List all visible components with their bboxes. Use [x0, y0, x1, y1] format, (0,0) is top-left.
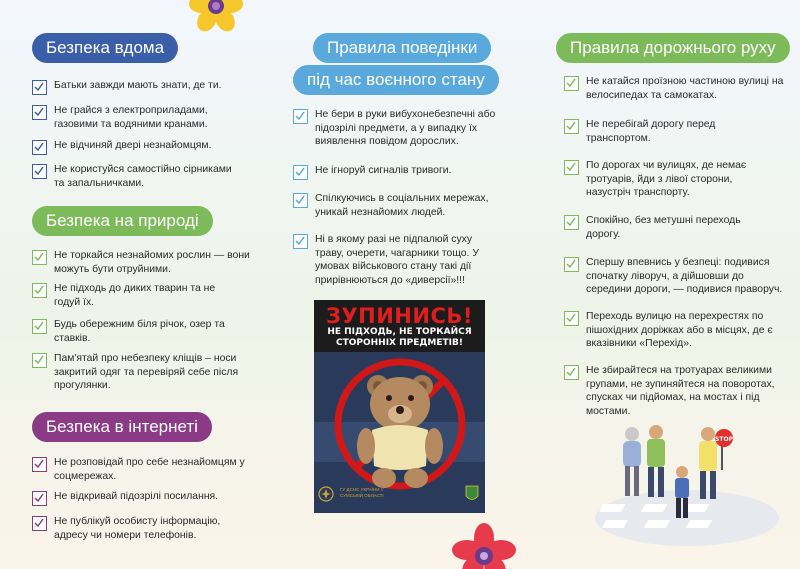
crosswalk-illustration	[592, 420, 782, 550]
checkbox-icon	[564, 215, 579, 230]
checkbox-icon	[564, 76, 579, 91]
nature-item	[32, 352, 268, 393]
internet-safety-title: Безпека в інтернеті	[32, 412, 212, 442]
road-item-text: Спершу впевнись у безпеці: подивися спочатку ліворуч, а дійшовши до середини дороги, — подивися праворуч.	[586, 257, 783, 295]
road-item	[564, 256, 790, 297]
road-item-text: Переходь вулицю на перехрестях по пішохідних доріжках або в місцях, де є вказівники «Перехід».	[586, 311, 773, 349]
poster-footer: ГУ ДСНС УКРАЇНИ У СУМСЬКІЙ ОБЛАСТІ	[340, 487, 384, 498]
checkbox-icon	[564, 311, 579, 326]
checkbox-icon	[564, 257, 579, 272]
internet-item-text: Не публікуй особисту інформацію, адресу чи номери телефонів.	[54, 516, 221, 541]
war-item-text: Спілкуючись в соціальних мережах, уникай незнайомих людей.	[315, 193, 489, 218]
stop-sign-text: STOP	[715, 436, 733, 443]
internet-item	[32, 456, 262, 483]
war-item-text: Не ігноруй сигналів тривоги.	[315, 165, 452, 176]
internet-item-text: Не відкривай підозрілі посилання.	[54, 491, 219, 502]
checkbox-icon	[32, 250, 47, 265]
checkbox-icon	[32, 491, 47, 506]
checkbox-icon	[564, 365, 579, 380]
nature-item	[32, 249, 254, 276]
checkbox-icon	[293, 165, 308, 180]
road-item	[564, 310, 779, 351]
checkbox-icon	[32, 80, 47, 95]
road-item-text: Не збирайтеся на тротуарах великими групами, не зупиняйтеся на поворотах, спусках чи підйомах, на мостах і під мостами.	[586, 365, 775, 417]
checkbox-icon	[32, 457, 47, 472]
checkbox-icon	[564, 119, 579, 134]
checkbox-icon	[293, 193, 308, 208]
nature-safety-title: Безпека на природі	[32, 206, 213, 236]
checkbox-icon	[293, 109, 308, 124]
nature-item-text: Будь обережним біля річок, озер та ставків.	[54, 319, 225, 344]
road-rules-title: Правила дорожнього руху	[556, 33, 790, 63]
war-rules-title-line1: Правила поведінки	[313, 33, 491, 63]
flower-decoration-bottom	[446, 520, 522, 569]
road-item	[564, 75, 784, 102]
war-item	[293, 108, 503, 149]
road-item	[564, 159, 779, 200]
home-item-text: Не грайся з електроприладами, газовими та водяними кранами.	[54, 105, 208, 130]
war-rules-title-line2: під час воєнного стану	[293, 65, 499, 95]
home-item	[32, 104, 247, 131]
nature-item	[32, 318, 232, 345]
checkbox-icon	[564, 160, 579, 175]
war-item	[293, 164, 503, 180]
road-item	[564, 118, 739, 145]
checkbox-icon	[293, 234, 308, 249]
war-item-text: Не бери в руки вибухонебезпечні або підозрілі предмети, а у випадку їх виявлення повідом дорослих.	[315, 109, 496, 147]
home-item-text: Не відчиняй двері незнайомцям.	[54, 140, 212, 151]
home-item-text: Батьки завжди мають знати, де ти.	[54, 80, 222, 91]
poster-subline: НЕ ПІДХОДЬ, НЕ ТОРКАЙСЯ СТОРОННІХ ПРЕДМЕТІВ!	[327, 327, 472, 348]
home-item	[32, 139, 262, 155]
checkbox-icon	[32, 164, 47, 179]
war-item	[293, 233, 493, 287]
nature-item-text: Пам'ятай про небезпеку кліщів – носи закритий одяг та перевіряй себе після прогулянки.	[54, 353, 239, 391]
checkbox-icon	[32, 319, 47, 334]
road-item	[564, 214, 754, 241]
war-item-text: Ні в якому разі не підпалюй суху траву, очерети, чагарники тощо. У умовах військового стану такі дії прирівнюються до «диверсії»!!!	[315, 234, 479, 286]
road-item-text: Спокійно, без метушні переходь дорогу.	[586, 215, 741, 240]
home-item-text: Не користуйся самостійно сірниками та запальничками.	[54, 164, 232, 189]
checkbox-icon	[32, 105, 47, 120]
checkbox-icon	[32, 516, 47, 531]
internet-item-text: Не розповідай про себе незнайомцям у соцмережах.	[54, 457, 245, 482]
nature-item-text: Не підходь до диких тварин та не годуй їх.	[54, 283, 216, 308]
poster-headline: ЗУПИНИСЬ!	[326, 304, 473, 328]
road-item-text: Не перебігай дорогу перед транспортом.	[586, 119, 716, 144]
nature-item-text: Не торкайся незнайомих рослин — вони можуть бути отруйними.	[54, 250, 250, 275]
flower-decoration-top	[180, 0, 252, 36]
war-item	[293, 192, 503, 219]
road-item-text: По дорогах чи вулицях, де немає тротуарів, йди з лівої сторони, назустріч транспорту.	[586, 160, 747, 198]
internet-item	[32, 515, 254, 542]
road-item	[564, 364, 779, 418]
warning-poster	[314, 300, 485, 513]
road-item-text: Не катайся проїзною частиною вулиці на велосипедах та самокатах.	[586, 76, 784, 101]
home-item	[32, 79, 262, 95]
checkbox-icon	[32, 353, 47, 368]
internet-item	[32, 490, 262, 506]
checkbox-icon	[32, 140, 47, 155]
nature-item	[32, 282, 232, 309]
home-item	[32, 163, 232, 190]
checkbox-icon	[32, 283, 47, 298]
home-safety-title: Безпека вдома	[32, 33, 178, 63]
